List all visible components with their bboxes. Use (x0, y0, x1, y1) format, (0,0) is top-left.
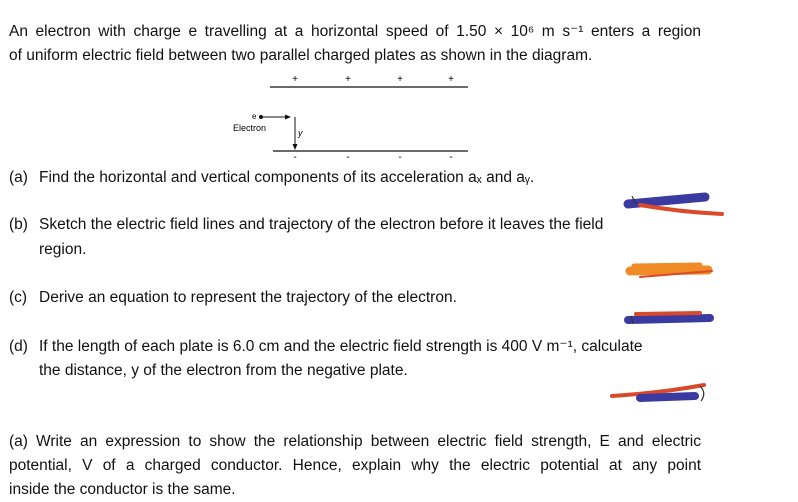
redacted-marks-c (628, 313, 710, 324)
question-text: Sketch the electric field lines and trajectory of the electron before it leaves the field (39, 216, 604, 233)
minus-sign: - (293, 152, 297, 163)
plus-sign: + (292, 74, 298, 85)
question-b-continuation: region. (39, 241, 87, 258)
intro-line-2: of uniform electric field between two parallel charged plates as shown in the diagram. (9, 47, 593, 64)
gap-label: y (298, 128, 303, 138)
question-text: Derive an equation to represent the trajectory of the electron. (39, 289, 457, 306)
plus-sign: + (345, 74, 351, 85)
part2-line-2: potential, V of a charged conductor. Hence, explain why the electric potential at any point (9, 457, 701, 474)
question-label: (a) (9, 169, 28, 186)
electron-label: Electron (233, 123, 267, 133)
minus-sign: - (449, 152, 453, 163)
question-d-continuation: the distance, y of the electron from the negative plate. (39, 362, 408, 379)
redacted-marks-d (612, 385, 704, 401)
part2-line-1: (a) Write an expression to show the relationship between electric field strength, E and electric (9, 433, 701, 450)
question-label: (c) (9, 289, 28, 306)
charge-label: e (252, 112, 257, 121)
redacted-marks-a (628, 196, 722, 214)
question-text: Find the horizontal and vertical components of its acceleration aₓ and aᵧ. (39, 169, 535, 186)
redacted-marks-b (630, 265, 712, 277)
question-label: (d) (9, 338, 28, 355)
part2-line-3: inside the conductor is the same. (9, 481, 236, 498)
question-text: If the length of each plate is 6.0 cm and the electric field strength is 400 V m⁻¹, calculate (39, 338, 643, 355)
intro-line-1: An electron with charge e travelling at a horizontal speed of 1.50 × 10⁶ m s⁻¹ enters a region (9, 23, 701, 40)
minus-sign: - (346, 152, 350, 163)
plus-sign: + (448, 74, 454, 85)
minus-sign: - (398, 152, 402, 163)
question-label: (b) (9, 216, 28, 233)
plus-sign: + (397, 74, 403, 85)
